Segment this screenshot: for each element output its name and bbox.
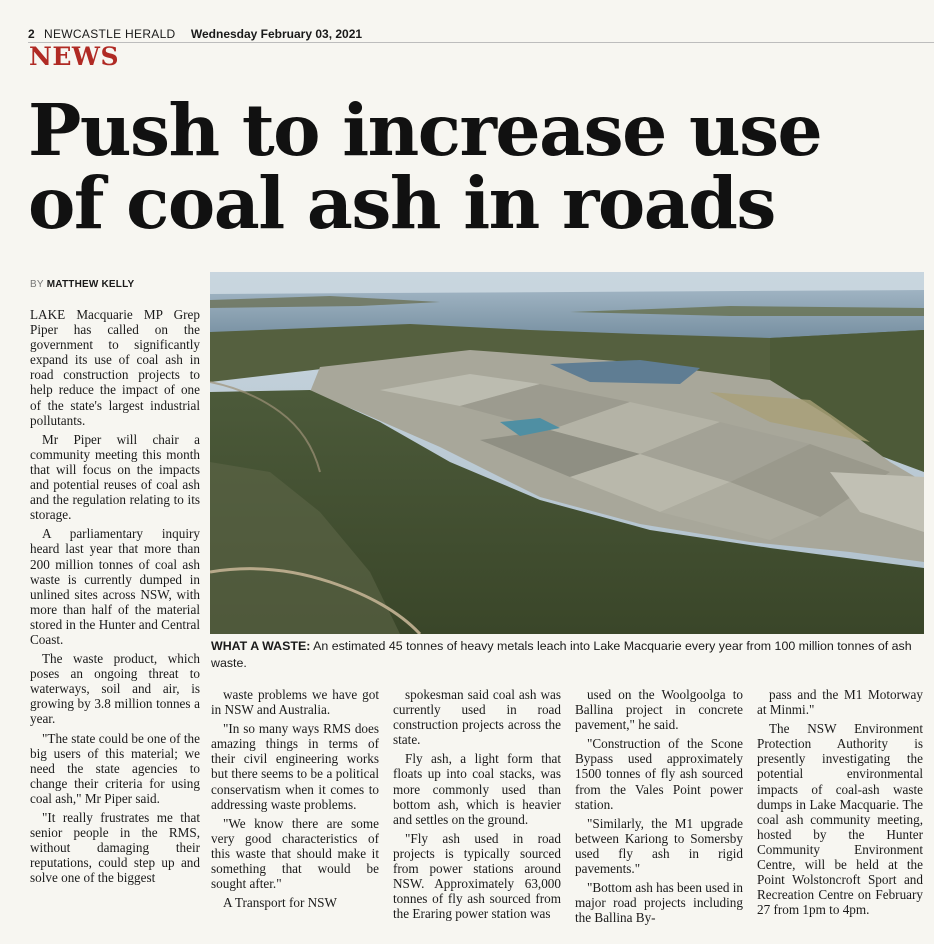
photo-caption [211, 638, 923, 672]
byline-prefix: BY [30, 279, 44, 290]
article-paragraph: "It really frustrates me that senior people in the RMS, without damaging their reputations, could step up and solve one of the biggest [30, 810, 200, 886]
article-paragraph: spokesman said coal ash was currently used in road construction projects across the state. [393, 687, 561, 748]
article-paragraph: pass and the M1 Motorway at Minmi." [757, 687, 923, 718]
page-number: 2 [28, 27, 35, 41]
article-paragraph: "Similarly, the M1 upgrade between Kariong to Somersby used fly ash in rigid pavements." [575, 815, 743, 877]
byline-author: MATTHEW KELLY [46, 279, 135, 290]
headline-line-2: of coal ash in roads [28, 161, 775, 245]
section-label: NEWS [29, 42, 120, 71]
article-photo [210, 272, 924, 634]
caption-text: An estimated 45 tonnes of heavy metals leach into Lake Macquarie every year from 100 million tonnes of ash waste. [211, 639, 912, 670]
article-paragraph: "The state could be one of the big users of this material; we need the state agencies to change their criteria for using coal ash," Mr Piper said. [30, 730, 200, 806]
article-paragraph: used on the Woolgoolga to Ballina project in concrete pavement," he said. [575, 687, 743, 733]
headline-line-1: Push to increase use [28, 88, 822, 172]
coal-ash-dam-aerial-image [210, 272, 924, 634]
article-paragraph: Mr Piper will chair a community meeting this month that will focus on the impacts and potential reuses of coal ash and the regulation relating to its storage. [30, 431, 200, 523]
article-paragraph: Fly ash, a light form that floats up into coal stacks, was more commonly used than bottom ash, which is heavier and settles on the ground. [393, 751, 561, 827]
article-paragraph: "Construction of the Scone Bypass used approximately 1500 tonnes of fly ash sourced from the Vales Point power station. [575, 736, 743, 812]
article-paragraph: The waste product, which poses an ongoing threat to waterways, soil and air, is growing by 3.8 million tonnes a year. [30, 651, 200, 727]
article-column-5 [757, 687, 923, 917]
article-paragraph: "In so many ways RMS does amazing things in terms of their civil engineering works but there seems to be a political conservatism when it comes to addressing waste problems. [211, 721, 379, 812]
article-paragraph: "Bottom ash has been used in major road projects including the Ballina By- [575, 880, 743, 926]
article-paragraph: "Fly ash used in road projects is typically sourced from power stations around NSW. Approximately 63,000 tonnes of fly ash sourced from the Eraring power station was [393, 830, 561, 922]
byline [30, 279, 134, 291]
article-paragraph: A Transport for NSW [223, 895, 337, 911]
article-paragraph: waste problems we have got in NSW and Australia. [211, 687, 379, 718]
article-column-2 [211, 687, 379, 910]
article-column-1 [30, 307, 200, 885]
article-column-4 [575, 687, 743, 925]
article-paragraph: "We know there are some very good characteristics of this waste that should make it something that would be sought after." [211, 815, 379, 892]
article-paragraph: LAKE Macquarie MP Grep Piper has called on the government to significantly expand its use of coal ash in road construction projects to help reduce the impact of one of the state's largest industrial pollutants. [30, 307, 200, 428]
publication-date: Wednesday February 03, 2021 [190, 27, 363, 41]
article-paragraph: The NSW Environment Protection Authority is presently investigating the potential environmental impacts of coal-ash waste dumps in Lake Macquarie. The coal ash community meeting, hosted by the Hunter Community Environment Centre, will be held at the Point Wolstoncroft Sport and Recreation Centre on February 27 from 1pm to 4pm. [757, 721, 923, 918]
article-column-3 [393, 687, 561, 921]
page-header [28, 26, 934, 43]
caption-lead: WHAT A WASTE: [211, 639, 311, 653]
publication-name: NEWCASTLE HERALD [44, 27, 176, 41]
article-paragraph: A parliamentary inquiry heard last year that more than 200 million tonnes of coal ash waste is currently dumped in unlined sites across NSW, with more than half of the material stored in the Hunter and Central Coast. [30, 526, 200, 647]
